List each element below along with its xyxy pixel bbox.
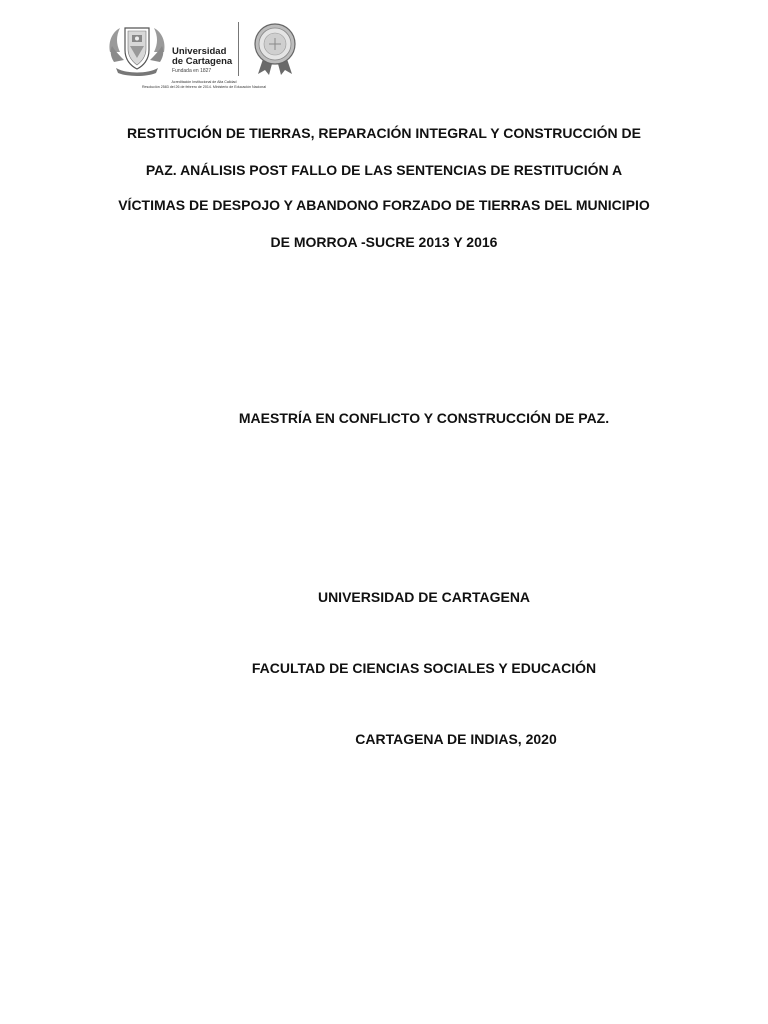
accreditation-seal-icon [250, 22, 300, 76]
logo-divider [238, 22, 239, 76]
program-name: MAESTRÍA EN CONFLICTO Y CONSTRUCCIÓN DE PAZ. [238, 410, 610, 426]
title-line-4: DE MORROA -SUCRE 2013 Y 2016 [270, 234, 498, 250]
accreditation-line1: Acreditación Institucional de Alta Calidad [171, 80, 237, 84]
accreditation-text [106, 80, 302, 89]
university-name-line2: de Cartagena [172, 56, 233, 67]
place-and-year: CARTAGENA DE INDIAS, 2020 [355, 731, 557, 747]
title-line-2: PAZ. ANÁLISIS POST FALLO DE LAS SENTENCIAS DE RESTITUCIÓN A [145, 162, 623, 178]
university-logo [106, 20, 302, 94]
university-name [172, 47, 232, 67]
institution-name: UNIVERSIDAD DE CARTAGENA [317, 589, 531, 605]
accreditation-line2: Resolución 2583 del 26 de febrero de 2014. Ministerio de Educación Nacional [141, 84, 267, 89]
university-crest-icon [106, 22, 168, 78]
title-line-3: VÍCTIMAS DE DESPOJO Y ABANDONO FORZADO DE TIERRAS DEL MUNICIPIO [118, 197, 650, 213]
founded-text: Fundada en 1827 [172, 68, 212, 74]
university-name-line1: Universidad [172, 46, 227, 57]
title-line-1: RESTITUCIÓN DE TIERRAS, REPARACIÓN INTEGRAL Y CONSTRUCCIÓN DE [127, 125, 641, 141]
faculty-name: FACULTAD DE CIENCIAS SOCIALES Y EDUCACIÓN [251, 660, 597, 676]
